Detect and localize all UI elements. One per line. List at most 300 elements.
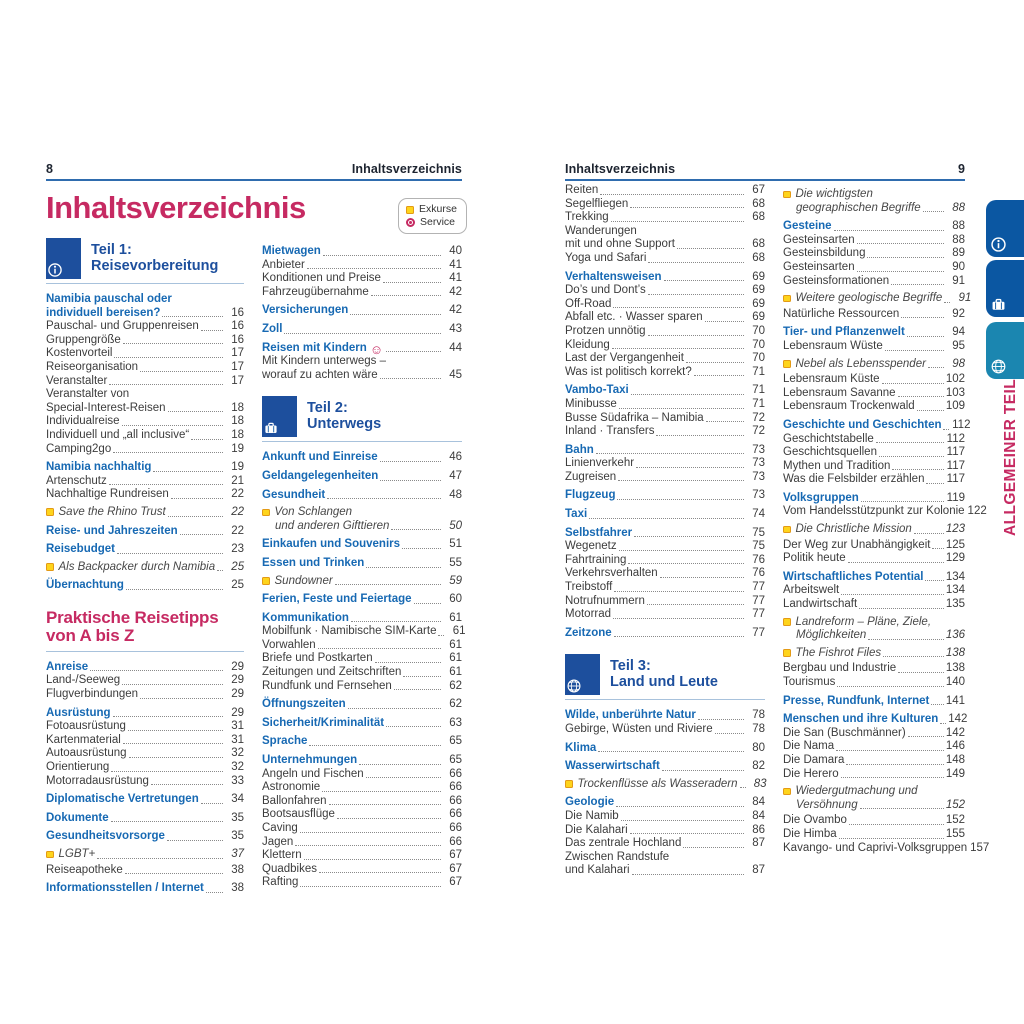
toc-entry-text: Als Backpacker durch Namibia bbox=[58, 560, 216, 573]
page-number: 47 bbox=[449, 469, 462, 482]
toc-entry-text: Reisen mit Kindern bbox=[262, 341, 367, 354]
toc-entry-text: Individuell und „all inclusive“ bbox=[46, 428, 190, 441]
legend-exkurse-label: Exkurse bbox=[419, 203, 457, 215]
toc-entry-text: Die Damara bbox=[783, 753, 845, 766]
page-number: 17 bbox=[231, 374, 244, 387]
toc-entry-line bbox=[783, 598, 965, 612]
page-number: 109 bbox=[945, 400, 965, 413]
toc-entry bbox=[565, 325, 765, 339]
page-number: 31 bbox=[231, 733, 244, 746]
page-number: 17 bbox=[231, 360, 244, 373]
toc-entry bbox=[46, 707, 244, 721]
toc-entry-line bbox=[46, 688, 244, 702]
toc-entry-line bbox=[46, 525, 244, 539]
toc-entry-text: Off-Road bbox=[565, 297, 612, 310]
page-number: 65 bbox=[449, 735, 462, 748]
page-number: 66 bbox=[449, 835, 462, 848]
toc-entry-text: Gesteinsarten bbox=[783, 233, 855, 246]
page-number: 61 bbox=[449, 652, 462, 665]
toc-entry-line bbox=[783, 768, 965, 782]
toc-entry bbox=[46, 579, 244, 593]
toc-entry-text: Mobilfunk · Namibische SIM-Karte bbox=[262, 625, 437, 638]
toc-entry bbox=[565, 810, 765, 824]
toc-entry bbox=[46, 720, 244, 734]
part-title-line: Land und Leute bbox=[610, 674, 718, 691]
toc-entry bbox=[565, 567, 765, 581]
toc-entry-line bbox=[262, 876, 462, 890]
toc-entry bbox=[783, 358, 965, 372]
toc-entry-line bbox=[262, 342, 462, 356]
info-icon bbox=[47, 262, 63, 278]
toc-entry-line bbox=[783, 373, 965, 387]
toc-entry bbox=[46, 793, 244, 807]
toc-entry-line bbox=[46, 848, 244, 862]
page-number: 66 bbox=[449, 808, 462, 821]
toc-entry bbox=[262, 470, 462, 484]
page-number: 134 bbox=[945, 584, 965, 597]
toc-entry-line bbox=[565, 760, 765, 774]
toc-entry-text: Presse, Rundfunk, Internet bbox=[783, 694, 930, 707]
toc-entry-line bbox=[262, 272, 462, 286]
toc-entry bbox=[783, 460, 965, 474]
toc-entry-text: Do’s und Dont’s bbox=[565, 284, 646, 297]
toc-entry-line bbox=[46, 661, 244, 675]
toc-entry-text: Busse Südafrika – Namibia bbox=[565, 411, 704, 424]
toc-entry-text: Abfall etc. · Wasser sparen bbox=[565, 311, 703, 324]
toc-entry-text: Dokumente bbox=[46, 811, 109, 824]
toc-entry bbox=[262, 698, 462, 712]
toc-entry bbox=[783, 373, 965, 387]
toc-entry-text: Was ist politisch korrekt? bbox=[565, 365, 692, 378]
toc-entry bbox=[46, 734, 244, 748]
toc-entry-text: Vom Handelsstützpunkt zur Kolonie bbox=[783, 505, 965, 518]
toc-entry-line bbox=[46, 674, 244, 688]
suitcase-icon bbox=[263, 420, 279, 436]
page-number: 152 bbox=[945, 798, 965, 811]
toc-entry-text: Bootsausflüge bbox=[262, 808, 335, 821]
page-number: 70 bbox=[752, 324, 765, 337]
page-number: 66 bbox=[449, 794, 462, 807]
toc-entry bbox=[783, 740, 965, 754]
toc-entry bbox=[565, 837, 765, 851]
toc-entry-text: Die wichtigsten bbox=[795, 188, 873, 200]
part-header bbox=[565, 654, 765, 695]
toc-entry bbox=[783, 505, 987, 519]
toc-entry bbox=[565, 554, 765, 568]
page-number: 122 bbox=[967, 505, 987, 518]
toc-entry-line bbox=[783, 727, 965, 741]
page-number: 125 bbox=[945, 538, 965, 551]
toc-entry bbox=[783, 828, 965, 842]
toc-entry bbox=[46, 775, 244, 789]
toc-entry bbox=[783, 662, 965, 676]
toc-entry bbox=[262, 849, 462, 863]
toc-entry-text: Die Christliche Mission bbox=[795, 523, 912, 536]
toc-entry bbox=[262, 863, 462, 877]
page-number: 18 bbox=[231, 401, 244, 414]
page-number: 142 bbox=[945, 726, 965, 739]
toc-entry bbox=[46, 429, 244, 443]
toc-entry bbox=[783, 247, 965, 261]
toc-entry-text: Arbeitswelt bbox=[783, 584, 840, 597]
toc-entry bbox=[783, 523, 965, 537]
toc-entry-text: Briefe und Postkarten bbox=[262, 652, 373, 665]
toc-entry-line bbox=[783, 492, 965, 506]
toc-entry-line bbox=[783, 387, 965, 401]
toc-entry-line bbox=[783, 261, 965, 275]
toc-entry-line bbox=[565, 238, 765, 252]
excursus-icon bbox=[783, 649, 791, 657]
toc-entry-text: Ferien, Feste und Feiertage bbox=[262, 593, 412, 606]
page-number: 77 bbox=[752, 594, 765, 607]
toc-entry-line bbox=[783, 713, 968, 727]
toc-entry-line bbox=[565, 851, 765, 865]
toc-entry-text: Weitere geologische Begriffe bbox=[795, 292, 943, 305]
toc-entry-line bbox=[262, 593, 462, 607]
page-number: 117 bbox=[946, 446, 965, 459]
toc-entry-text: Fahrtraining bbox=[565, 553, 627, 566]
legend-exkurse-row bbox=[406, 203, 457, 216]
legend-service-row bbox=[406, 216, 457, 229]
toc-entry-line bbox=[46, 388, 244, 402]
page-number: 112 bbox=[946, 432, 965, 445]
toc-entry-line bbox=[565, 211, 765, 225]
toc-entry bbox=[262, 781, 462, 795]
toc-entry-text: Wirtschaftliches Potential bbox=[783, 570, 924, 583]
toc-entry-line bbox=[783, 234, 965, 248]
toc-entry-text: Reisebudget bbox=[46, 543, 116, 556]
toc-entry-text: Inland · Transfers bbox=[565, 425, 655, 438]
excursus-icon bbox=[783, 191, 791, 199]
toc-entry-text: Von Schlangen bbox=[274, 506, 353, 519]
part-title-line: Unterwegs bbox=[307, 416, 382, 433]
toc-entry-text: Anreise bbox=[46, 660, 89, 673]
toc-entry-text: Tier- und Pflanzenwelt bbox=[783, 326, 905, 339]
toc-entry-text: Kostenvorteil bbox=[46, 347, 113, 360]
toc-entry-line bbox=[783, 695, 965, 709]
toc-entry-text: Reiseorganisation bbox=[46, 360, 139, 373]
page-number: 140 bbox=[945, 676, 965, 688]
toc-entry bbox=[262, 822, 462, 836]
smiley-icon: ☺ bbox=[369, 342, 384, 358]
toc-entry-line bbox=[262, 245, 462, 259]
toc-entry-line bbox=[46, 307, 244, 321]
toc-entry-line bbox=[262, 575, 462, 589]
toc-entry-text: Essen und Trinken bbox=[262, 556, 365, 569]
page-number: 48 bbox=[449, 488, 462, 501]
page-number: 69 bbox=[752, 284, 765, 297]
toc-entry-text: Landreform – Pläne, Ziele, bbox=[795, 615, 932, 628]
toc-entry-text: Mit Kindern unterwegs – bbox=[262, 355, 387, 368]
toc-entry-text: Sicherheit/Kriminalität bbox=[262, 716, 385, 729]
toc-entry-line bbox=[46, 830, 244, 844]
toc-entry bbox=[262, 593, 462, 607]
toc-entry-line bbox=[262, 795, 462, 809]
toc-entry-text: Individualreise bbox=[46, 415, 120, 428]
toc-entry-line bbox=[46, 579, 244, 593]
toc-entry-line bbox=[262, 538, 462, 552]
running-head-left: Inhaltsverzeichnis bbox=[351, 162, 462, 176]
toc-entry bbox=[262, 652, 462, 666]
toc-entry bbox=[783, 418, 971, 433]
page-number: 55 bbox=[449, 556, 462, 569]
toc-entry-line bbox=[565, 581, 765, 595]
part-header bbox=[262, 396, 462, 437]
page-number: 22 bbox=[231, 488, 244, 501]
toc-entry bbox=[262, 245, 462, 259]
toc-entry-line bbox=[565, 271, 765, 285]
toc-entry-line bbox=[783, 358, 965, 372]
toc-entry bbox=[565, 508, 765, 522]
toc-entry-text: Yoga und Safari bbox=[565, 251, 647, 264]
page-number: 134 bbox=[945, 570, 965, 583]
toc-entry bbox=[565, 723, 765, 737]
toc-entry-line bbox=[783, 220, 965, 234]
toc-entry bbox=[262, 575, 462, 589]
page-number: 123 bbox=[945, 523, 965, 536]
toc-entry-line bbox=[46, 543, 244, 557]
toc-entry-line bbox=[783, 308, 965, 322]
toc-entry-line bbox=[565, 339, 765, 353]
toc-entry-line bbox=[783, 446, 965, 460]
toc-entry-text: Mythen und Tradition bbox=[783, 459, 891, 472]
exkurse-icon bbox=[406, 206, 414, 214]
part-rule bbox=[46, 283, 244, 284]
toc-entry bbox=[565, 198, 765, 212]
part-section bbox=[46, 238, 244, 284]
toc-entry-text: Geldangelegenheiten bbox=[262, 469, 379, 482]
toc-entry-text: Volksgruppen bbox=[783, 491, 859, 504]
legend-service-label: Service bbox=[420, 216, 456, 228]
toc-entry-text: individuell bereisen? bbox=[46, 306, 161, 319]
page-number: 29 bbox=[231, 688, 244, 701]
toc-entry-line bbox=[46, 734, 244, 748]
page-number: 138 bbox=[945, 646, 965, 659]
legend-box bbox=[398, 198, 467, 234]
toc-entry bbox=[46, 864, 244, 878]
toc-entry-text: Kavango- und Caprivi-Volksgruppen bbox=[783, 841, 968, 854]
toc-entry-line bbox=[262, 625, 466, 639]
toc-entry-text: Kommunikation bbox=[262, 611, 349, 624]
toc-entry bbox=[262, 506, 462, 533]
toc-entry-line bbox=[565, 384, 765, 398]
toc-entry bbox=[46, 347, 244, 361]
toc-entry bbox=[262, 612, 462, 626]
toc-entry-text: Fahrzeugübernahme bbox=[262, 285, 369, 298]
toc-entry-text: Caving bbox=[262, 822, 298, 834]
toc-entry-text: Nebel als Lebensspender bbox=[795, 357, 926, 370]
toc-entry-line bbox=[565, 412, 765, 426]
page-number: 94 bbox=[952, 326, 965, 339]
toc-entry-line bbox=[262, 698, 462, 712]
toc-entry-line bbox=[783, 275, 965, 289]
excursus-icon bbox=[783, 618, 791, 626]
toc-entry-text: Gesundheitsvorsorge bbox=[46, 830, 165, 843]
toc-entry-text: und Kalahari bbox=[565, 864, 630, 877]
toc-entry bbox=[783, 768, 965, 782]
toc-entry-text: Jagen bbox=[262, 835, 294, 848]
toc-entry-text: Motorrad bbox=[565, 608, 612, 621]
page-number: 35 bbox=[231, 811, 244, 824]
toc-entry bbox=[262, 286, 462, 300]
toc-entry-line bbox=[565, 567, 765, 581]
toc-entry-line bbox=[262, 323, 462, 337]
toc-entry bbox=[46, 506, 244, 520]
page-number: 60 bbox=[449, 593, 462, 606]
toc-entry-line bbox=[783, 292, 972, 306]
toc-entry-text: Zugreisen bbox=[565, 470, 617, 483]
toc-entry-line bbox=[262, 849, 462, 863]
toc-entry-line bbox=[565, 824, 765, 838]
toc-entry-text: Verhaltensweisen bbox=[565, 270, 662, 283]
toc-entry-text: Lebensraum Wüste bbox=[783, 339, 883, 352]
toc-entry-text: Was die Felsbilder erzählen bbox=[783, 473, 925, 486]
toc-entry-line bbox=[46, 812, 244, 826]
toc-entry-line bbox=[783, 629, 965, 643]
excursus-icon bbox=[262, 577, 270, 585]
toc-entry-line bbox=[46, 429, 244, 443]
page-number: 146 bbox=[945, 740, 965, 753]
toc-entry-text: Quadbikes bbox=[262, 862, 317, 875]
part-rule bbox=[565, 699, 765, 700]
toc-entry-text: Klima bbox=[565, 741, 597, 754]
toc-entry-line bbox=[783, 539, 965, 553]
toc-entry bbox=[783, 400, 965, 414]
part-title-line: Teil 2: bbox=[307, 400, 348, 417]
toc-entry-line bbox=[783, 571, 965, 585]
page-number: 68 bbox=[752, 211, 765, 224]
toc-entry-text: Zeitungen und Zeitschriften bbox=[262, 666, 402, 679]
toc-entry-text: Menschen und ihre Kulturen bbox=[783, 713, 939, 726]
page-number: 22 bbox=[231, 505, 244, 518]
toc-entry-text: Ausrüstung bbox=[46, 706, 111, 719]
page-number: 42 bbox=[449, 304, 462, 317]
page-number: 98 bbox=[952, 357, 965, 370]
toc-entry bbox=[46, 475, 244, 489]
page8-column-2 bbox=[262, 240, 466, 890]
page-number: 91 bbox=[952, 274, 965, 287]
toc-entry-line bbox=[262, 286, 462, 300]
page-number: 78 bbox=[752, 723, 765, 735]
toc-entry-text: Die Namib bbox=[565, 809, 619, 822]
toc-entry-text: Lebensraum Küste bbox=[783, 373, 880, 386]
toc-entry bbox=[783, 188, 965, 215]
toc-entry-text: Motorradausrüstung bbox=[46, 774, 149, 787]
toc-entry bbox=[565, 339, 765, 353]
toc-entry-text: Gesteinsbildung bbox=[783, 247, 866, 260]
page-number: 73 bbox=[752, 489, 765, 502]
toc-entry bbox=[262, 259, 462, 273]
page-number: 152 bbox=[945, 814, 965, 827]
page-number: 37 bbox=[231, 848, 244, 860]
toc-entry bbox=[46, 375, 244, 389]
part-title-line: Teil 3: bbox=[610, 658, 651, 675]
toc-entry-line bbox=[46, 775, 244, 789]
toc-entry bbox=[565, 760, 765, 774]
toc-entry-line bbox=[565, 489, 765, 503]
toc-entry-line bbox=[262, 304, 462, 318]
toc-entry-text: Die Nama bbox=[783, 740, 835, 753]
toc-entry bbox=[565, 457, 765, 471]
toc-entry bbox=[783, 275, 965, 289]
toc-entry bbox=[46, 415, 244, 429]
sidebar-tab-3 bbox=[986, 322, 1024, 379]
toc-title: Inhaltsverzeichnis bbox=[46, 190, 306, 225]
page-number: 117 bbox=[946, 459, 965, 472]
toc-entry-line bbox=[262, 489, 462, 503]
toc-entry bbox=[262, 451, 462, 465]
toc-entry-line bbox=[565, 508, 765, 522]
page-number: 32 bbox=[231, 747, 244, 760]
page8-column-1 bbox=[46, 238, 244, 896]
toc-entry-line bbox=[783, 814, 965, 828]
toc-entry-line bbox=[783, 754, 965, 768]
toc-entry-text: Zeitzone bbox=[565, 626, 612, 639]
page-number: 88 bbox=[952, 220, 965, 233]
page-number: 69 bbox=[752, 270, 765, 283]
page-number: 72 bbox=[752, 425, 765, 438]
toc-entry bbox=[565, 211, 765, 225]
toc-entry-text: Zoll bbox=[262, 322, 283, 335]
toc-entry bbox=[565, 778, 765, 792]
toc-entry-text: Gruppengröße bbox=[46, 333, 121, 346]
page-number: 71 bbox=[752, 397, 765, 410]
toc-entry-line bbox=[46, 561, 244, 575]
toc-entry bbox=[262, 680, 462, 694]
toc-entry-text: Die Herero bbox=[783, 767, 839, 780]
page-number: 80 bbox=[752, 741, 765, 754]
part-section bbox=[565, 654, 765, 700]
toc-entry-text: und anderen Gifttieren bbox=[275, 519, 390, 532]
toc-entry-line bbox=[783, 616, 965, 630]
globe-icon bbox=[566, 678, 582, 694]
toc-entry bbox=[565, 311, 765, 325]
toc-entry-line bbox=[565, 595, 765, 609]
toc-entry bbox=[262, 808, 462, 822]
page-number-left: 8 bbox=[46, 162, 54, 176]
page-number: 25 bbox=[231, 579, 244, 592]
toc-entry bbox=[783, 647, 965, 661]
excursus-icon bbox=[46, 508, 54, 516]
toc-entry bbox=[262, 768, 462, 782]
toc-entry bbox=[565, 412, 765, 426]
toc-entry bbox=[46, 488, 244, 502]
toc-entry-line bbox=[262, 735, 462, 749]
toc-entry-text: Orientierung bbox=[46, 761, 110, 774]
toc-entry-text: Klettern bbox=[262, 849, 302, 862]
toc-entry bbox=[262, 323, 462, 337]
toc-entry-line bbox=[262, 451, 462, 465]
page-number: 18 bbox=[231, 428, 244, 441]
toc-entry-text: Geschichte und Geschichten bbox=[783, 418, 942, 431]
page-number: 34 bbox=[231, 793, 244, 806]
page-number: 73 bbox=[752, 443, 765, 456]
page-number: 38 bbox=[231, 882, 244, 895]
page-number: 16 bbox=[231, 333, 244, 346]
excursus-icon bbox=[262, 509, 270, 517]
toc-entry bbox=[46, 661, 244, 675]
globe-icon bbox=[990, 358, 1007, 375]
toc-entry-line bbox=[262, 259, 462, 273]
page-number: 67 bbox=[752, 184, 765, 196]
toc-entry-line bbox=[262, 612, 462, 626]
toc-entry-line bbox=[783, 552, 965, 566]
toc-entry-text: Fotoausrüstung bbox=[46, 720, 126, 733]
page-number: 89 bbox=[952, 247, 965, 260]
excursus-icon bbox=[783, 360, 791, 368]
toc-entry-line bbox=[565, 742, 765, 756]
toc-entry-text: Die Himba bbox=[783, 827, 837, 840]
